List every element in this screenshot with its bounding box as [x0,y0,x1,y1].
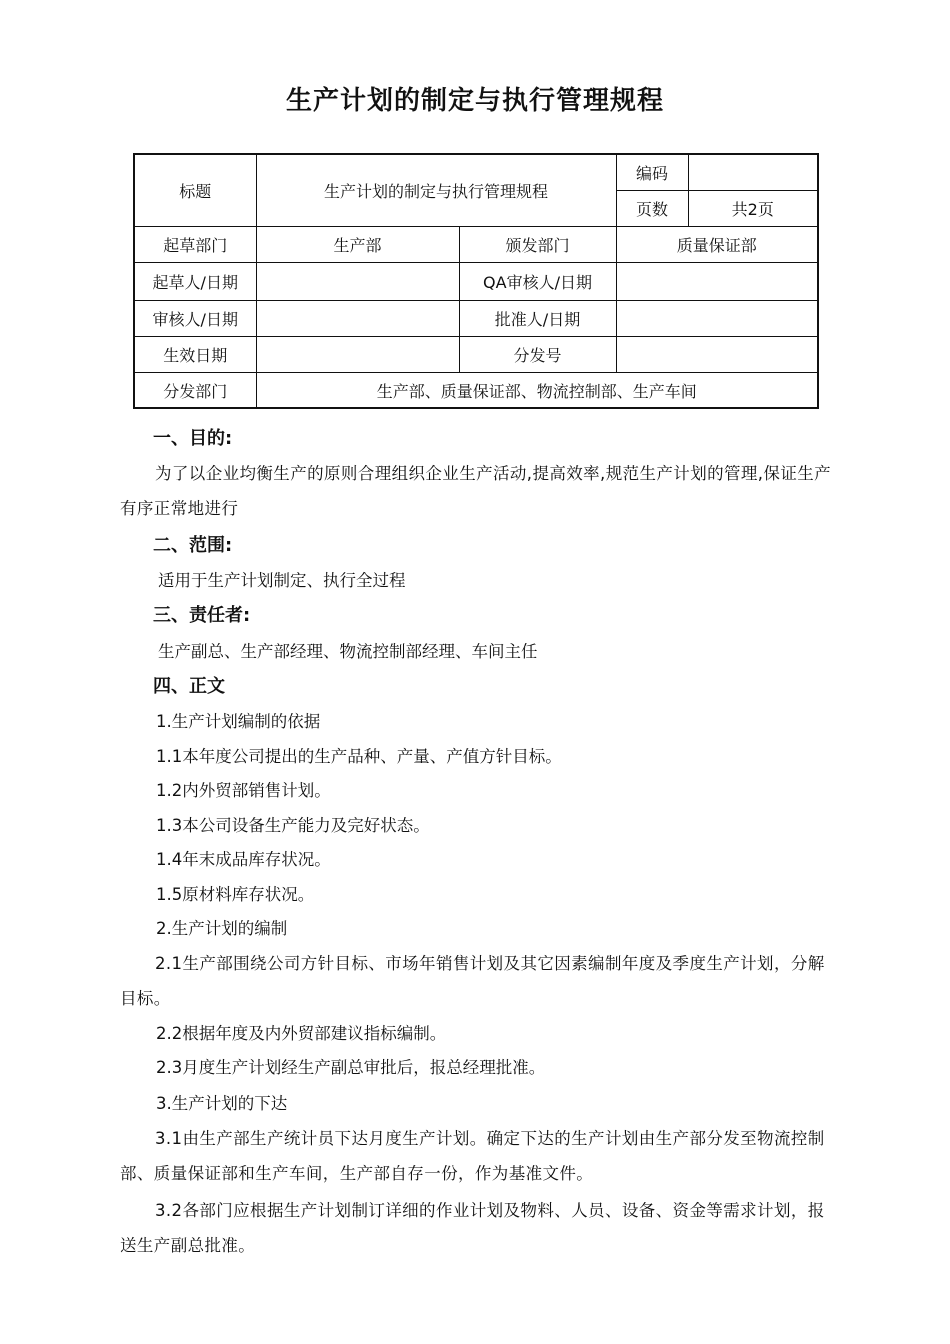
draft-dept-value: 生产部 [256,227,459,263]
responsibility-heading: 三、责任者: [153,605,251,626]
section-1-4: 1.4年末成品库存状况。 [156,850,331,869]
pages-label: 页数 [616,190,688,226]
pages-value: 共2页 [688,190,818,226]
drafter-value [256,263,459,300]
section-1-5: 1.5原材料库存状况。 [156,885,315,904]
approver-label: 批准人/日期 [459,300,616,336]
section-1: 1.生产计划编制的依据 [156,712,321,731]
section-2: 2.生产计划的编制 [156,919,288,938]
scope-heading: 二、范围: [153,535,233,556]
effective-date-value [256,336,459,372]
code-value [688,154,818,190]
qa-reviewer-value [616,263,818,300]
dist-no-value [616,336,818,372]
dist-dept-value: 生产部、质量保证部、物流控制部、生产车间 [256,373,818,408]
section-2-2: 2.2根据年度及内外贸部建议指标编制。 [156,1024,447,1043]
body-heading: 四、正文 [153,676,225,697]
draft-dept-label: 起草部门 [134,227,256,263]
approver-value [616,300,818,336]
purpose-heading: 一、目的: [153,428,233,449]
title-value: 生产计划的制定与执行管理规程 [256,154,616,227]
section-2-1: 2.1生产部围绕公司方针目标、市场年销售计划及其它因素编制年度及季度生产计划，分解目标。 [120,954,825,1008]
document-title: 生产计划的制定与执行管理规程 [285,86,664,116]
document-header-table [133,153,819,409]
scope-text: 适用于生产计划制定、执行全过程 [158,571,406,590]
section-3-1: 3.1由生产部生产统计员下达月度生产计划。确定下达的生产计划由生产部分发至物流控制部、质量保证部和生产车间，生产部自存一份，作为基准文件。 [120,1129,825,1183]
section-3: 3.生产计划的下达 [156,1094,288,1113]
dist-no-label: 分发号 [459,336,616,372]
section-3-2: 3.2各部门应根据生产计划制订详细的作业计划及物料、人员、设备、资金等需求计划，报送生产副总批准。 [120,1201,825,1255]
code-label: 编码 [616,154,688,190]
issue-dept-label: 颁发部门 [459,227,616,263]
responsibility-text: 生产副总、生产部经理、物流控制部经理、车间主任 [158,642,538,661]
qa-reviewer-label: QA审核人/日期 [459,263,616,300]
reviewer-value [256,300,459,336]
dist-dept-label: 分发部门 [134,373,256,408]
section-1-3: 1.3本公司设备生产能力及完好状态。 [156,816,430,835]
drafter-label: 起草人/日期 [134,263,256,300]
purpose-text: 为了以企业均衡生产的原则合理组织企业生产活动,提高效率,规范生产计划的管理,保证生产有序正常地进行 [120,464,832,518]
effective-date-label: 生效日期 [134,336,256,372]
section-1-1: 1.1本年度公司提出的生产品种、产量、产值方针目标。 [156,747,562,766]
issue-dept-value: 质量保证部 [616,227,818,263]
section-2-3: 2.3月度生产计划经生产副总审批后，报总经理批准。 [156,1058,546,1077]
reviewer-label: 审核人/日期 [134,300,256,336]
section-1-2: 1.2内外贸部销售计划。 [156,781,331,800]
title-label: 标题 [134,154,256,227]
